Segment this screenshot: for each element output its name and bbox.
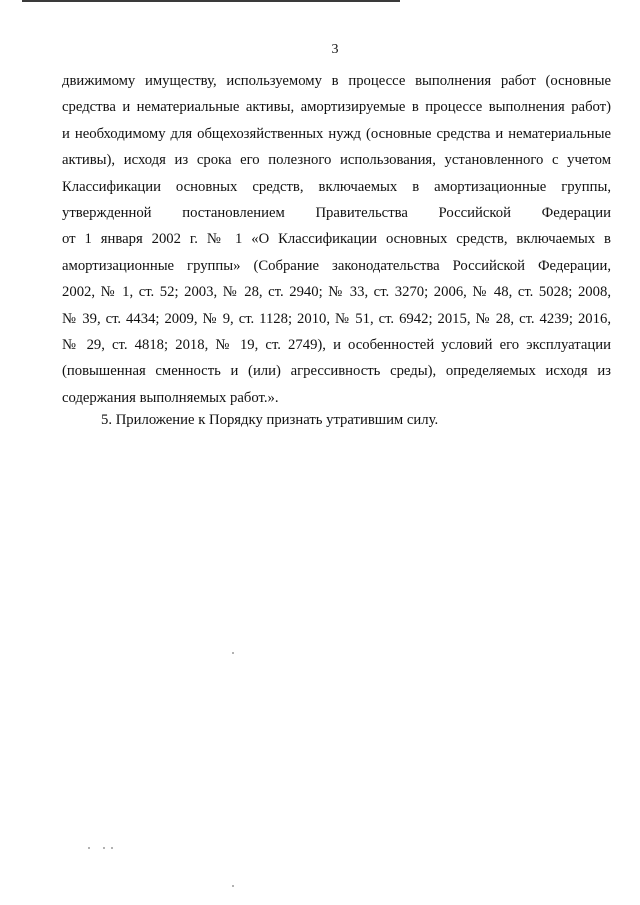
- scan-speck: [111, 847, 113, 849]
- text-line: от 1 января 2002 г. № 1 «О Классификации основных средств, включаемых в: [62, 231, 611, 248]
- text-line: Классификации основных средств, включаемых в амортизационные группы,: [62, 178, 611, 195]
- page-number: 3: [331, 42, 339, 57]
- paragraph-5: 5. Приложение к Порядку признать утратившим силу.: [101, 412, 439, 428]
- text-line: (повышенная сменность и (или) агрессивность среды), определяемых исходя из: [62, 363, 611, 380]
- scan-speck: [232, 885, 234, 887]
- text-line: активы), исходя из срока его полезного использования, установленного с учетом: [62, 152, 611, 169]
- scan-speck: [88, 847, 90, 849]
- scan-speck: [232, 652, 234, 654]
- text-line: утвержденной постановлением Правительства Российской Федерации: [62, 204, 611, 221]
- text-line: № 29, ст. 4818; 2018, № 19, ст. 2749), и особенностей условий его эксплуатации: [62, 336, 611, 353]
- scan-top-edge: [22, 0, 400, 2]
- text-line: амортизационные группы» (Собрание законодательства Российской Федерации,: [62, 257, 611, 274]
- text-line: движимому имуществу, используемому в процессе выполнения работ (основные: [62, 73, 611, 89]
- text-line: содержания выполняемых работ.».: [62, 389, 279, 406]
- text-line: № 39, ст. 4434; 2009, № 9, ст. 1128; 2010, № 51, ст. 6942; 2015, № 28, ст. 4239; 2016,: [62, 310, 611, 327]
- paragraph-continuation: [62, 68, 611, 411]
- text-line: и необходимому для общехозяйственных нужд (основные средства и нематериальные: [62, 125, 611, 142]
- scan-speck: [103, 847, 105, 849]
- text-line: 2002, № 1, ст. 52; 2003, № 28, ст. 2940; № 33, ст. 3270; 2006, № 48, ст. 5028; 2008,: [62, 284, 611, 301]
- text-line: средства и нематериальные активы, амортизируемые в процессе выполнения работ): [62, 99, 611, 116]
